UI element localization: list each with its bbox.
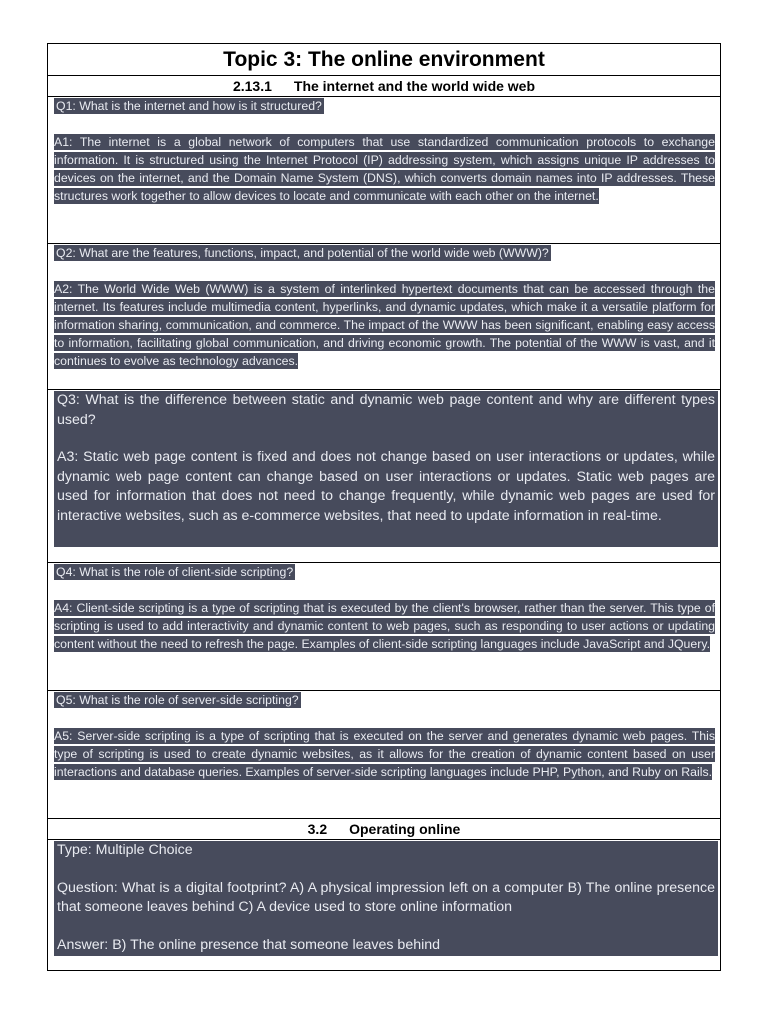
answer-2 (54, 280, 715, 370)
answer-2-text: A2: The World Wide Web (WWW) is a system of interlinked hypertext documents that can be accessed through the internet. Its features include multimedia content, hyperlinks, and dynamic updates, which make it a versatile platform for information sharing, communication, and commerce. The impact of the WWW has been significant, enabling easy access to information, facilitating global communication, and driving economic growth. The potential of the WWW is vast, and it continues to evolve as technology advances. (54, 282, 715, 368)
mcq-type: Type: Multiple Choice (57, 842, 193, 858)
section-number: 2.13.1 (232, 78, 272, 94)
mcq-block (54, 841, 718, 956)
question-2: Q2: What are the features, functions, impact, and potential of the world wide web (WWW)? (56, 246, 549, 260)
section-number: 3.2 (307, 821, 328, 837)
section-title: The internet and the world wide web (293, 78, 536, 94)
answer-4 (54, 599, 715, 653)
answer-1 (54, 133, 715, 205)
section-title: Operating online (349, 821, 461, 837)
qa-row-5 (48, 691, 720, 819)
question-3: Q3: What is the difference between static and dynamic web page content and why are different types used? (57, 392, 715, 428)
page-title: Topic 3: The online environment (48, 44, 720, 76)
question-1: Q1: What is the internet and how is it structured? (56, 99, 322, 113)
question-5: Q5: What is the role of server-side scripting? (56, 693, 299, 707)
mcq-row (48, 840, 720, 990)
answer-3: A3: Static web page content is fixed and does not change based on user interactions or updates, while dynamic web page content can change based on user interactions or updates. Static web pages are used for information that does not need to change frequently, while dynamic web pages are used for interactive websites, such as e-commerce websites, that need to update information in real-time. (57, 449, 715, 524)
answer-5 (54, 727, 715, 781)
answer-4-text: A4: Client-side scripting is a type of scripting that is executed by the client's browser, rather than the server. This type of scripting is used to add interactivity and dynamic content to web pages, such as responding to user actions or updating content without the need to refresh the page. Examples of client-side scripting languages include JavaScript and JQuery. (54, 601, 715, 651)
answer-1-text: A1: The internet is a global network of computers that use standardized communication protocols to exchange information. It is structured using the Internet Protocol (IP) addressing system, which assigns unique IP addresses to devices on the internet, and the Domain Name System (DNS), which converts domain names into IP addresses. These structures work together to allow devices to locate and communicate with each other on the internet. (54, 135, 715, 203)
section-heading-3-2 (48, 819, 720, 840)
qa-row-4 (48, 563, 720, 691)
qa-row-3 (48, 390, 720, 563)
section-heading-2-13-1 (48, 76, 720, 97)
qa-row-1 (48, 97, 720, 244)
qa-3-block (54, 391, 718, 547)
mcq-question: Question: What is a digital footprint? A) A physical impression left on a computer B) The online presence that someone leaves behind C) A device used to store online information (57, 879, 715, 915)
document-table (47, 43, 721, 971)
qa-row-2 (48, 244, 720, 390)
question-4: Q4: What is the role of client-side scripting? (56, 565, 294, 579)
answer-5-text: A5: Server-side scripting is a type of scripting that is executed on the server and generates dynamic web pages. This type of scripting is used to create dynamic websites, as it allows for the creation of dynamic content based on user interactions and database queries. Examples of server-side scripting languages include PHP, Python, and Ruby on Rails. (54, 729, 715, 779)
mcq-answer: Answer: B) The online presence that someone leaves behind (57, 936, 441, 953)
